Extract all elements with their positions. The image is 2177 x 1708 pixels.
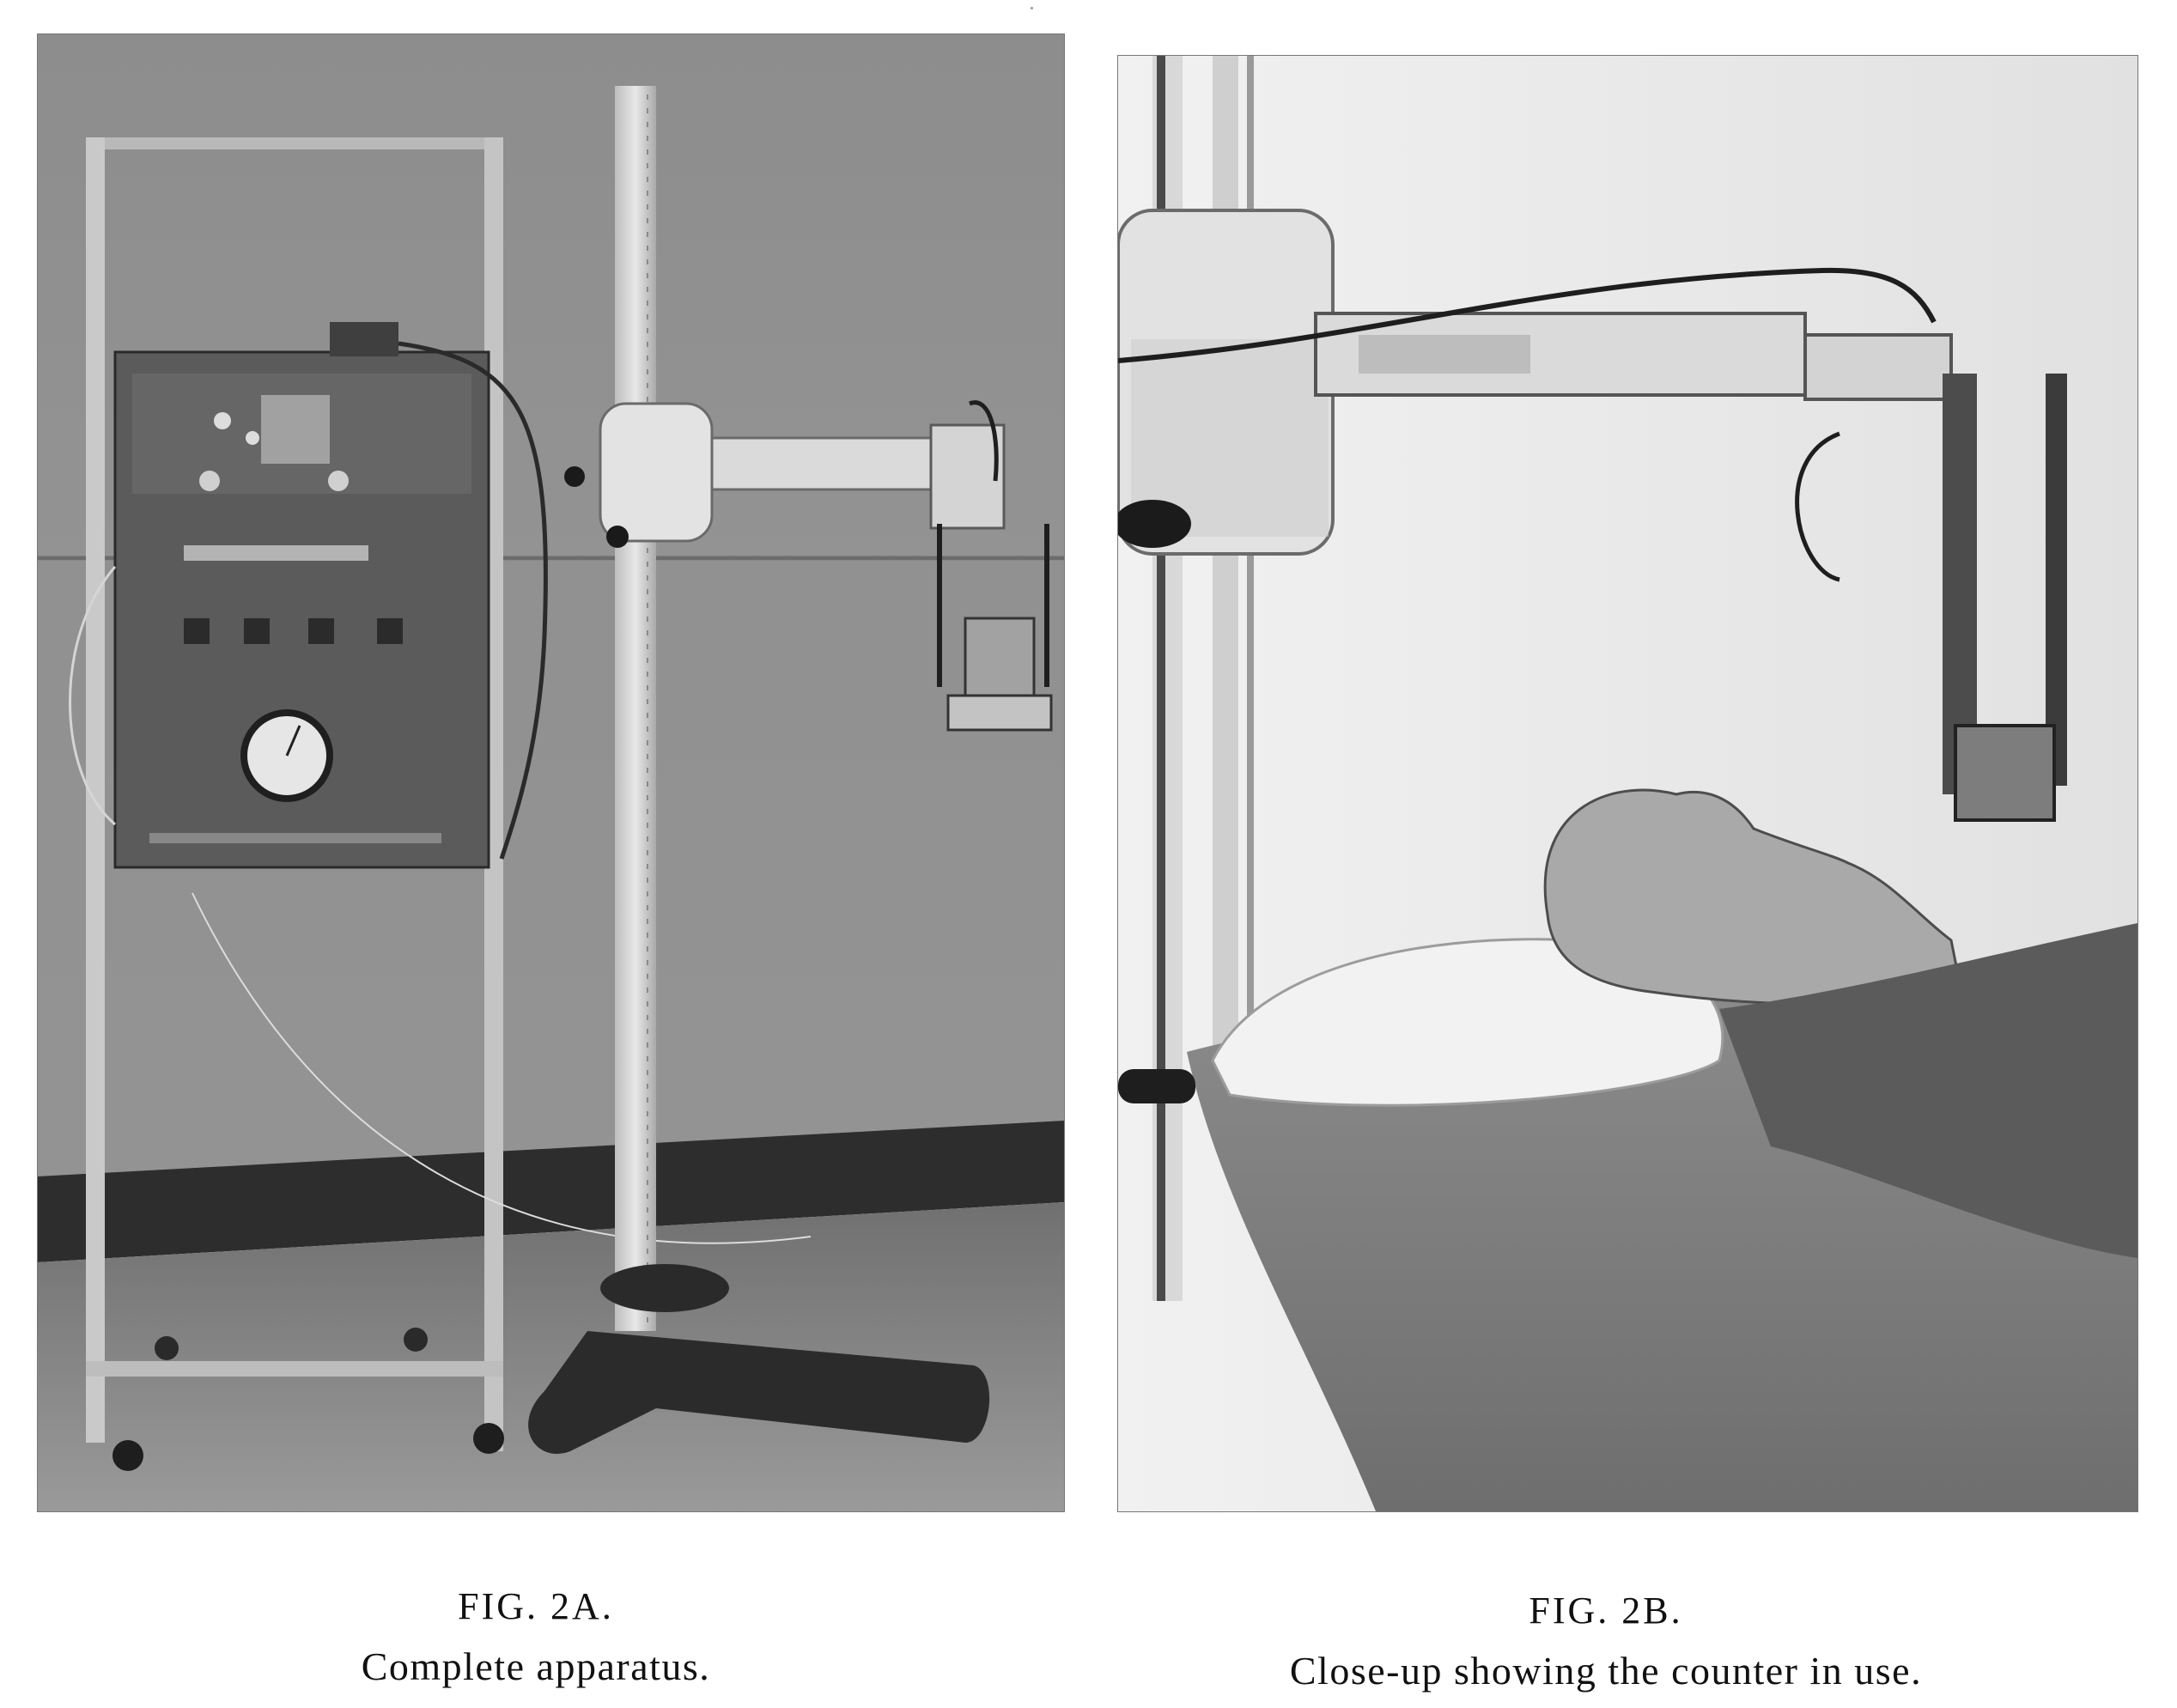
figure-2a-caption <box>210 1584 862 1693</box>
control-panel <box>115 322 489 867</box>
carriage <box>1118 210 1333 554</box>
print-speck <box>1031 7 1033 9</box>
apparatus-illustration <box>38 34 1064 1511</box>
figure-2a-label: FIG. 2A. <box>458 1585 614 1627</box>
figure-2b-photo <box>1118 56 2137 1511</box>
figure-2b-label: FIG. 2B. <box>1529 1589 1683 1632</box>
bed-rail <box>1118 1069 1195 1103</box>
figure-2b-text: Close-up showing the counter in use. <box>1289 1648 1923 1693</box>
closeup-illustration <box>1118 56 2137 1511</box>
figure-2a-text: Complete apparatus. <box>361 1644 711 1688</box>
counter-head <box>1955 726 2054 820</box>
figure-2b-caption <box>1219 1589 1992 1698</box>
figure-2a-photo <box>38 34 1064 1511</box>
